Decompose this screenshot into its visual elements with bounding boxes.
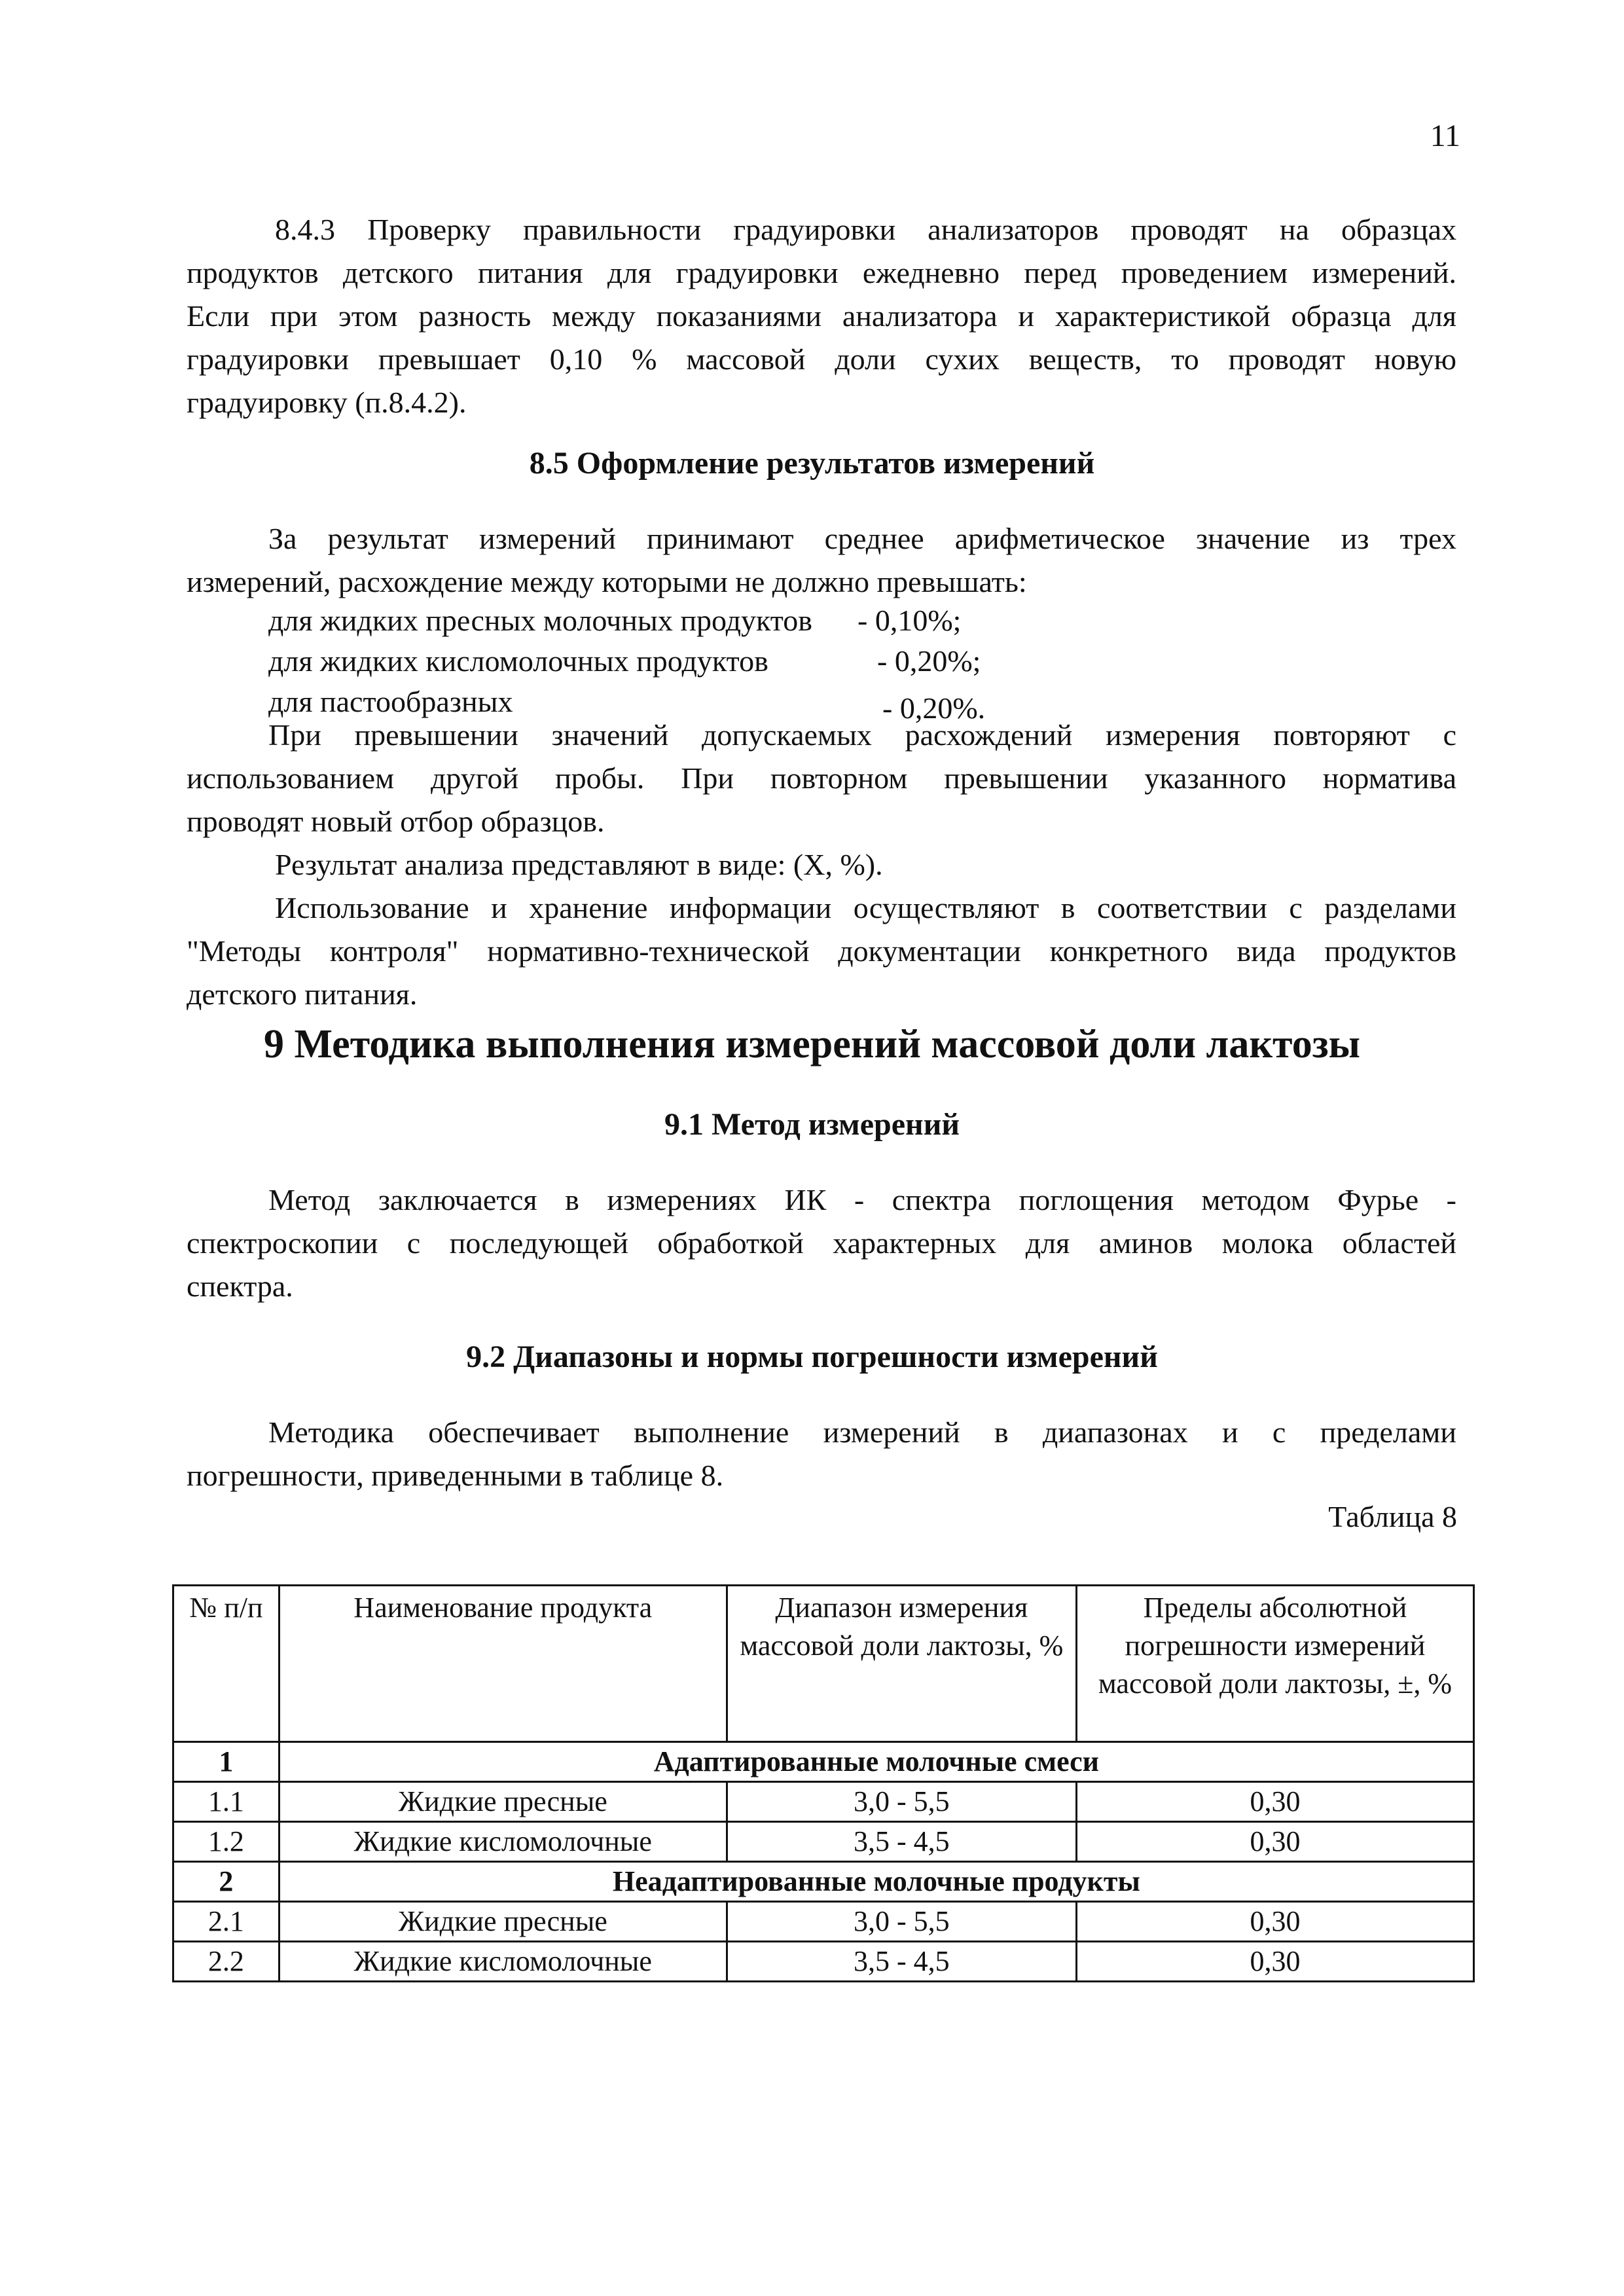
list-item [187, 599, 1456, 640]
tolerance-list [187, 599, 1456, 725]
item-value: - 0,20%; [877, 644, 981, 678]
text-line: детского питания. [187, 977, 418, 1011]
cell-name: Жидкие кисломолочные [279, 1942, 727, 1982]
cell-error: 0,30 [1076, 1782, 1473, 1822]
text-line: "Методы контроля" нормативно-технической документации конкретного вида продуктов [187, 934, 1456, 968]
group-title: Адаптированные молочные смеси [279, 1742, 1473, 1782]
cell-range: 3,0 - 5,5 [727, 1902, 1076, 1942]
paragraph-8-5-intro [187, 517, 1456, 604]
text-line: погрешности, приведенными в таблице 8. [187, 1459, 724, 1492]
cell-num: 2.1 [173, 1902, 280, 1942]
section-heading-9-2: 9.2 Диапазоны и нормы погрешности измерений [466, 1339, 1158, 1374]
list-item [187, 640, 1456, 680]
cell-range: 3,5 - 4,5 [727, 1942, 1076, 1982]
item-value: - 0,10%; [857, 604, 962, 637]
text-line: Метод заключается в измерениях ИК - спектра поглощения методом Фурье - [268, 1183, 1456, 1216]
text-line: Методика обеспечивает выполнение измерений в диапазонах и с пределами [268, 1415, 1456, 1449]
text-line: При превышении значений допускаемых расхождений измерения повторяют с [268, 718, 1456, 752]
cell-num: 1.2 [173, 1822, 280, 1862]
cell-range: 3,0 - 5,5 [727, 1782, 1076, 1822]
page-number: 11 [1430, 118, 1460, 153]
cell-range: 3,5 - 4,5 [727, 1822, 1076, 1862]
table-row [173, 1942, 1474, 1982]
header-range: Диапазон измерения массовой доли лактозы, % [727, 1586, 1076, 1742]
table-row [173, 1782, 1474, 1822]
header-num: № п/п [173, 1586, 280, 1742]
text-line: проводят новый отбор образцов. [187, 805, 605, 838]
table-group-row [173, 1742, 1474, 1782]
cell-num: 1.1 [173, 1782, 280, 1822]
cell-name: Жидкие пресные [279, 1782, 727, 1822]
text-line: продуктов детского питания для градуировки ежедневно перед проведением измерений. [187, 256, 1456, 289]
text-line: градуировки превышает 0,10 % массовой доли сухих веществ, то проводят новую [187, 342, 1456, 376]
cell-name: Жидкие кисломолочные [279, 1822, 727, 1862]
header-error: Пределы абсолютной погрешности измерений массовой доли лактозы, ±, % [1076, 1586, 1473, 1742]
table-row [173, 1902, 1474, 1942]
paragraph-9-1 [187, 1178, 1456, 1308]
text-line: использованием другой пробы. При повторном превышении указанного норматива [187, 761, 1456, 795]
text-line: спектра. [187, 1269, 293, 1303]
group-num: 1 [173, 1742, 280, 1782]
table-caption: Таблица 8 [1328, 1500, 1457, 1533]
text-line: Результат анализа представляют в виде: (X, %). [275, 848, 883, 881]
paragraph-8-4-3 [187, 208, 1456, 424]
item-value: - 0,20%. [882, 691, 986, 725]
cell-num: 2.2 [173, 1942, 280, 1982]
table-group-row [173, 1862, 1474, 1902]
table-header-row [173, 1586, 1474, 1742]
item-name: для пастообразных [268, 685, 513, 718]
text-line: Если при этом разность между показаниями анализатора и характеристикой образца для [187, 299, 1456, 333]
paragraph-8-5-exceed [187, 714, 1456, 1016]
text-line: Использование и хранение информации осуществляют в соответствии с разделами [275, 891, 1456, 924]
group-title: Неадаптированные молочные продукты [279, 1862, 1473, 1902]
section-heading-9: 9 Методика выполнения измерений массовой доли лактозы [263, 1022, 1361, 1066]
cell-error: 0,30 [1076, 1822, 1473, 1862]
section-heading-8-5: 8.5 Оформление результатов измерений [529, 446, 1095, 481]
text-line: измерений, расхождение между которыми не должно превышать: [187, 565, 1027, 598]
item-name: для жидких пресных молочных продуктов [268, 604, 812, 637]
header-name: Наименование продукта [279, 1586, 727, 1742]
lactose-table [172, 1584, 1475, 1982]
text-line: градуировку (п.8.4.2). [187, 386, 467, 419]
group-num: 2 [173, 1862, 280, 1902]
text-line: За результат измерений принимают среднее арифметическое значение из трех [268, 522, 1456, 555]
item-name: для жидких кисломолочных продуктов [268, 644, 768, 678]
cell-name: Жидкие пресные [279, 1902, 727, 1942]
section-heading-9-1: 9.1 Метод измерений [664, 1107, 960, 1142]
cell-error: 0,30 [1076, 1942, 1473, 1982]
text-line: спектроскопии с последующей обработкой характерных для аминов молока областей [187, 1226, 1456, 1260]
text-line: 8.4.3 Проверку правильности градуировки анализаторов проводят на образцах [275, 213, 1456, 246]
table-row [173, 1822, 1474, 1862]
cell-error: 0,30 [1076, 1902, 1473, 1942]
paragraph-9-2 [187, 1411, 1456, 1497]
